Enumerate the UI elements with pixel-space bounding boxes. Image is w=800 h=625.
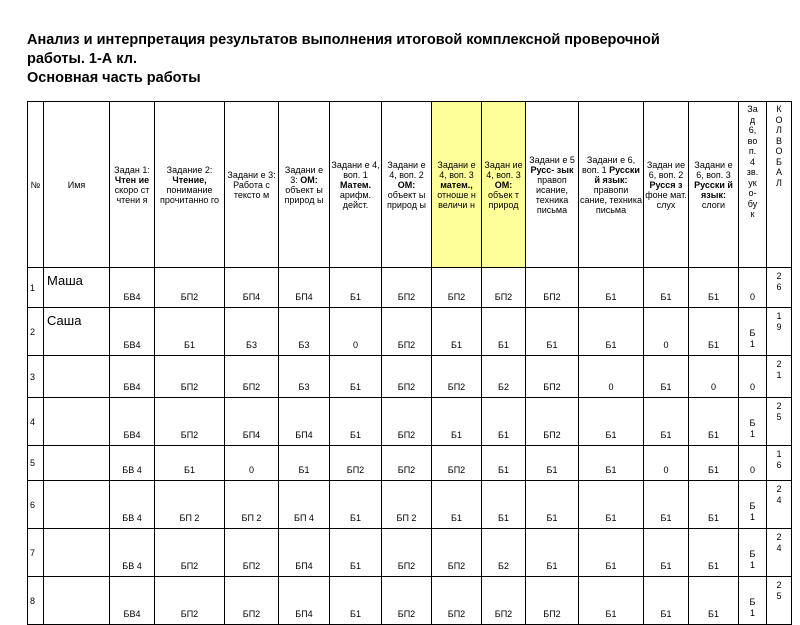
header-text: отноше н величи н xyxy=(437,189,476,210)
score-cell: Б1 xyxy=(579,481,644,529)
header-text: скоро ст чтени я xyxy=(114,184,150,205)
score-cell-z6v4 xyxy=(739,481,767,529)
header-text: ОМ: xyxy=(300,174,318,185)
header-text: ОМ: xyxy=(397,179,416,190)
score-cell: БП2 xyxy=(225,577,279,625)
header-text: матем., xyxy=(440,179,473,190)
student-name xyxy=(44,529,110,577)
score-cell: Б3 xyxy=(279,308,330,356)
column-header-t3 xyxy=(225,102,279,268)
header-char: о- xyxy=(748,188,757,198)
header-char: Л xyxy=(776,177,782,188)
score-cell: БВ4 xyxy=(110,308,155,356)
score-cell: Б1 xyxy=(644,398,689,446)
score-cell: Б1 xyxy=(432,481,482,529)
score-cell: БП4 xyxy=(279,268,330,308)
score-cell: БП2 xyxy=(382,529,432,577)
score-cell: БП2 xyxy=(432,577,482,625)
total-score xyxy=(767,398,792,446)
score-cell: БП2 xyxy=(526,398,579,446)
header-row xyxy=(28,102,792,268)
score-cell: БП2 xyxy=(382,398,432,446)
row-number: 3 xyxy=(28,356,44,398)
score-cell: БВ 4 xyxy=(110,529,155,577)
score-cell: 0 xyxy=(579,356,644,398)
score-cell: БП2 xyxy=(526,577,579,625)
column-header-name xyxy=(44,102,110,268)
column-header-no xyxy=(28,102,44,268)
row-number: 2 xyxy=(28,308,44,356)
score-cell: Б1 xyxy=(155,308,225,356)
score-cell: Б1 xyxy=(689,481,739,529)
score-cell: БВ4 xyxy=(110,268,155,308)
score-cell: БП4 xyxy=(279,577,330,625)
column-header-t6v1 xyxy=(579,102,644,268)
score-char: Б xyxy=(749,597,756,607)
header-text: Задание 2: xyxy=(166,164,213,175)
header-text: правопи сание, техника письма xyxy=(580,184,642,215)
header-char: А xyxy=(775,167,782,177)
header-text: № xyxy=(30,179,41,190)
score-cell: Б1 xyxy=(155,446,225,481)
score-cell: Б1 xyxy=(330,268,382,308)
header-text: объект ы природ ы xyxy=(284,184,324,205)
column-header-t2 xyxy=(155,102,225,268)
total-score xyxy=(767,481,792,529)
header-text: Чтение, xyxy=(172,174,207,185)
header-text: Задани е 5 xyxy=(529,154,575,165)
header-text: Задани е 3: Работа с тексто м xyxy=(227,169,276,200)
score-cell: Б1 xyxy=(482,308,526,356)
score-char: 1 xyxy=(749,560,755,570)
total-digit: 2 xyxy=(776,580,782,590)
header-text: объект ы природ ы xyxy=(387,189,426,210)
score-cell: БП4 xyxy=(225,398,279,446)
score-char: 1 xyxy=(749,512,755,522)
header-char: д xyxy=(749,114,756,125)
header-text: Матем. xyxy=(339,179,372,190)
header-text: Задан ие 4, воп. 3 xyxy=(484,159,523,180)
header-text: Задани е 4, воп. 3 xyxy=(437,159,476,180)
column-header-t6v2 xyxy=(644,102,689,268)
student-name xyxy=(44,398,110,446)
score-cell: Б2 xyxy=(482,529,526,577)
score-cell: БП2 xyxy=(382,268,432,308)
score-cell: БВ4 xyxy=(110,398,155,446)
total-digit: 6 xyxy=(776,282,782,292)
score-char: 1 xyxy=(749,608,755,618)
table-row xyxy=(28,398,792,446)
header-char: 6, xyxy=(748,125,757,135)
total-digit: 5 xyxy=(776,412,782,422)
score-cell: Б1 xyxy=(644,481,689,529)
score-cell: Б1 xyxy=(526,446,579,481)
score-cell: БП4 xyxy=(279,398,330,446)
score-cell: Б1 xyxy=(579,398,644,446)
score-cell: БП2 xyxy=(432,529,482,577)
total-digit: 4 xyxy=(776,495,782,505)
score-cell: БП2 xyxy=(526,268,579,308)
score-char: Б xyxy=(749,418,756,428)
column-header-t4v3m xyxy=(432,102,482,268)
score-cell-z6v4 xyxy=(739,577,767,625)
score-cell: Б1 xyxy=(482,481,526,529)
table-row xyxy=(28,529,792,577)
column-header-t4v1 xyxy=(330,102,382,268)
score-cell: Б1 xyxy=(644,268,689,308)
total-score xyxy=(767,529,792,577)
header-char: во xyxy=(747,135,758,146)
total-digit: 2 xyxy=(776,401,782,411)
score-cell: Б1 xyxy=(330,529,382,577)
score-cell-z6v4: 0 xyxy=(739,446,767,481)
score-cell: Б1 xyxy=(579,308,644,356)
score-cell: Б1 xyxy=(482,398,526,446)
header-text: Имя xyxy=(67,179,86,190)
score-cell: БП2 xyxy=(155,268,225,308)
score-cell: Б1 xyxy=(482,446,526,481)
column-header-t3om xyxy=(279,102,330,268)
score-cell: Б1 xyxy=(689,268,739,308)
score-cell: БВ4 xyxy=(110,577,155,625)
score-cell: БП2 xyxy=(526,356,579,398)
score-cell: БП2 xyxy=(155,529,225,577)
header-text: Задани е 4, воп. 2 xyxy=(387,159,426,180)
student-name xyxy=(44,577,110,625)
total-digit: 9 xyxy=(776,322,782,332)
score-cell: Б1 xyxy=(330,481,382,529)
score-cell: Б1 xyxy=(526,481,579,529)
total-score xyxy=(767,577,792,625)
total-digit: 5 xyxy=(776,591,782,601)
header-char: За xyxy=(747,104,758,114)
score-cell: БП2 xyxy=(432,356,482,398)
score-cell: 0 xyxy=(689,356,739,398)
header-char: зв. xyxy=(746,167,759,177)
total-digit: 2 xyxy=(776,484,782,494)
score-cell: БП2 xyxy=(432,268,482,308)
header-char: В xyxy=(775,135,782,146)
score-cell: БП4 xyxy=(279,529,330,577)
score-cell: Б1 xyxy=(579,577,644,625)
score-cell: БП2 xyxy=(432,446,482,481)
column-header-kolvobal xyxy=(767,102,792,268)
column-header-t6v3 xyxy=(689,102,739,268)
score-cell: Б1 xyxy=(689,398,739,446)
header-char: О xyxy=(775,114,783,125)
header-text: Чтен ие xyxy=(114,174,150,185)
header-text: Задани е 6, воп. 3 xyxy=(694,159,733,180)
row-number: 1 xyxy=(28,268,44,308)
score-cell: БП 2 xyxy=(155,481,225,529)
heading-line-2: работы. 1-А кл. xyxy=(27,51,137,67)
header-char: к xyxy=(750,209,755,219)
header-text: Русски й язык: xyxy=(694,179,733,200)
student-name: Саша xyxy=(44,308,110,356)
student-name xyxy=(44,356,110,398)
score-cell: БП2 xyxy=(382,356,432,398)
score-cell: БП2 xyxy=(330,446,382,481)
score-cell-z6v4 xyxy=(739,529,767,577)
table-row xyxy=(28,308,792,356)
header-text: Русся з xyxy=(649,179,683,190)
header-text: фоне мат. слух xyxy=(645,189,687,210)
score-cell: БВ 4 xyxy=(110,446,155,481)
total-score xyxy=(767,446,792,481)
header-text: слоги xyxy=(701,199,726,210)
score-cell: Б1 xyxy=(330,398,382,446)
score-cell: Б1 xyxy=(526,529,579,577)
score-cell: БП2 xyxy=(382,577,432,625)
total-score xyxy=(767,308,792,356)
score-cell: Б1 xyxy=(579,268,644,308)
results-table xyxy=(27,101,792,625)
column-header-t5 xyxy=(526,102,579,268)
total-digit: 2 xyxy=(776,271,782,281)
table-row xyxy=(28,356,792,398)
score-cell: Б1 xyxy=(689,577,739,625)
score-char: Б xyxy=(749,549,756,559)
score-cell: БП2 xyxy=(225,356,279,398)
student-name: Маша xyxy=(44,268,110,308)
header-char: ук xyxy=(748,177,757,188)
score-cell: Б1 xyxy=(526,308,579,356)
score-cell: Б1 xyxy=(330,577,382,625)
score-cell: Б3 xyxy=(279,356,330,398)
header-text: ОМ: xyxy=(494,179,513,190)
score-cell: БП2 xyxy=(155,356,225,398)
header-char: К xyxy=(776,104,782,114)
score-cell: БП4 xyxy=(225,268,279,308)
score-cell: БВ4 xyxy=(110,356,155,398)
total-digit: 2 xyxy=(776,532,782,542)
score-char: Б xyxy=(749,501,756,511)
score-cell-z6v4 xyxy=(739,308,767,356)
header-char: бу xyxy=(747,198,758,209)
score-char: Б xyxy=(749,328,756,338)
score-cell: Б1 xyxy=(279,446,330,481)
column-header-t4v3om xyxy=(482,102,526,268)
score-cell-z6v4: 0 xyxy=(739,356,767,398)
score-cell: Б1 xyxy=(689,308,739,356)
score-cell: 0 xyxy=(644,308,689,356)
total-digit: 2 xyxy=(776,359,782,369)
header-text: арифм. дейст. xyxy=(339,189,372,210)
heading-line-3: Основная часть работы xyxy=(27,70,201,86)
score-cell: Б1 xyxy=(689,446,739,481)
total-score xyxy=(767,356,792,398)
header-text: Задани е 4, воп. 1 xyxy=(331,159,380,180)
header-text: Русс- зык xyxy=(530,164,574,175)
score-cell: 0 xyxy=(225,446,279,481)
student-name xyxy=(44,481,110,529)
header-text: понимание прочитанно го xyxy=(160,184,219,205)
column-header-z6v4 xyxy=(739,102,767,268)
heading-line-1: Анализ и интерпретация результатов выполнения итоговой комплексной проверочной xyxy=(27,32,660,48)
header-char: Л xyxy=(776,125,782,135)
score-cell: Б1 xyxy=(644,577,689,625)
score-cell: Б1 xyxy=(644,529,689,577)
column-header-t4v2 xyxy=(382,102,432,268)
student-name xyxy=(44,446,110,481)
header-text: объек т природ xyxy=(487,189,520,210)
score-cell: БП 2 xyxy=(225,481,279,529)
total-digit: 4 xyxy=(776,543,782,553)
score-cell: БП2 xyxy=(382,308,432,356)
total-digit: 1 xyxy=(776,370,782,380)
score-cell: Б1 xyxy=(689,529,739,577)
score-char: 1 xyxy=(749,429,755,439)
row-number: 7 xyxy=(28,529,44,577)
header-text: Задани е 6, воп. 1 xyxy=(582,154,636,175)
total-score xyxy=(767,268,792,308)
header-char: О xyxy=(775,146,783,156)
header-text: правоп исание, техника письма xyxy=(535,174,569,215)
table-row xyxy=(28,446,792,481)
score-cell: Б1 xyxy=(579,446,644,481)
score-cell: БП2 xyxy=(482,268,526,308)
score-cell: БП2 xyxy=(482,577,526,625)
score-cell: БП 4 xyxy=(279,481,330,529)
score-cell: Б2 xyxy=(482,356,526,398)
score-cell: Б1 xyxy=(330,356,382,398)
row-number: 6 xyxy=(28,481,44,529)
score-cell: 0 xyxy=(330,308,382,356)
row-number: 5 xyxy=(28,446,44,481)
score-cell: Б1 xyxy=(432,308,482,356)
score-cell: БП 2 xyxy=(382,481,432,529)
header-char: п. xyxy=(748,146,757,156)
score-cell: БП2 xyxy=(155,398,225,446)
score-cell-z6v4 xyxy=(739,398,767,446)
score-cell-z6v4: 0 xyxy=(739,268,767,308)
score-char: 1 xyxy=(749,339,755,349)
header-text: Русски й язык: xyxy=(594,164,640,185)
header-char: 4 xyxy=(749,156,755,167)
table-row xyxy=(28,577,792,625)
header-char: Б xyxy=(776,156,782,167)
header-text: Задани е 3: xyxy=(284,164,324,185)
total-digit: 1 xyxy=(776,311,782,321)
header-text: Задан 1: xyxy=(114,164,150,175)
total-digit: 6 xyxy=(776,460,782,470)
row-number: 8 xyxy=(28,577,44,625)
score-cell: Б1 xyxy=(579,529,644,577)
total-digit: 1 xyxy=(776,449,782,459)
score-cell: БП2 xyxy=(382,446,432,481)
header-text: Задан ие 6, воп. 2 xyxy=(646,159,686,180)
score-cell: БП2 xyxy=(225,529,279,577)
score-cell: БВ 4 xyxy=(110,481,155,529)
score-cell: Б1 xyxy=(432,398,482,446)
row-number: 4 xyxy=(28,398,44,446)
table-row xyxy=(28,481,792,529)
score-cell: Б3 xyxy=(225,308,279,356)
score-cell: БП2 xyxy=(155,577,225,625)
score-cell: 0 xyxy=(644,446,689,481)
document-heading xyxy=(27,31,767,88)
table-row xyxy=(28,268,792,308)
score-cell: Б1 xyxy=(644,356,689,398)
column-header-t1 xyxy=(110,102,155,268)
